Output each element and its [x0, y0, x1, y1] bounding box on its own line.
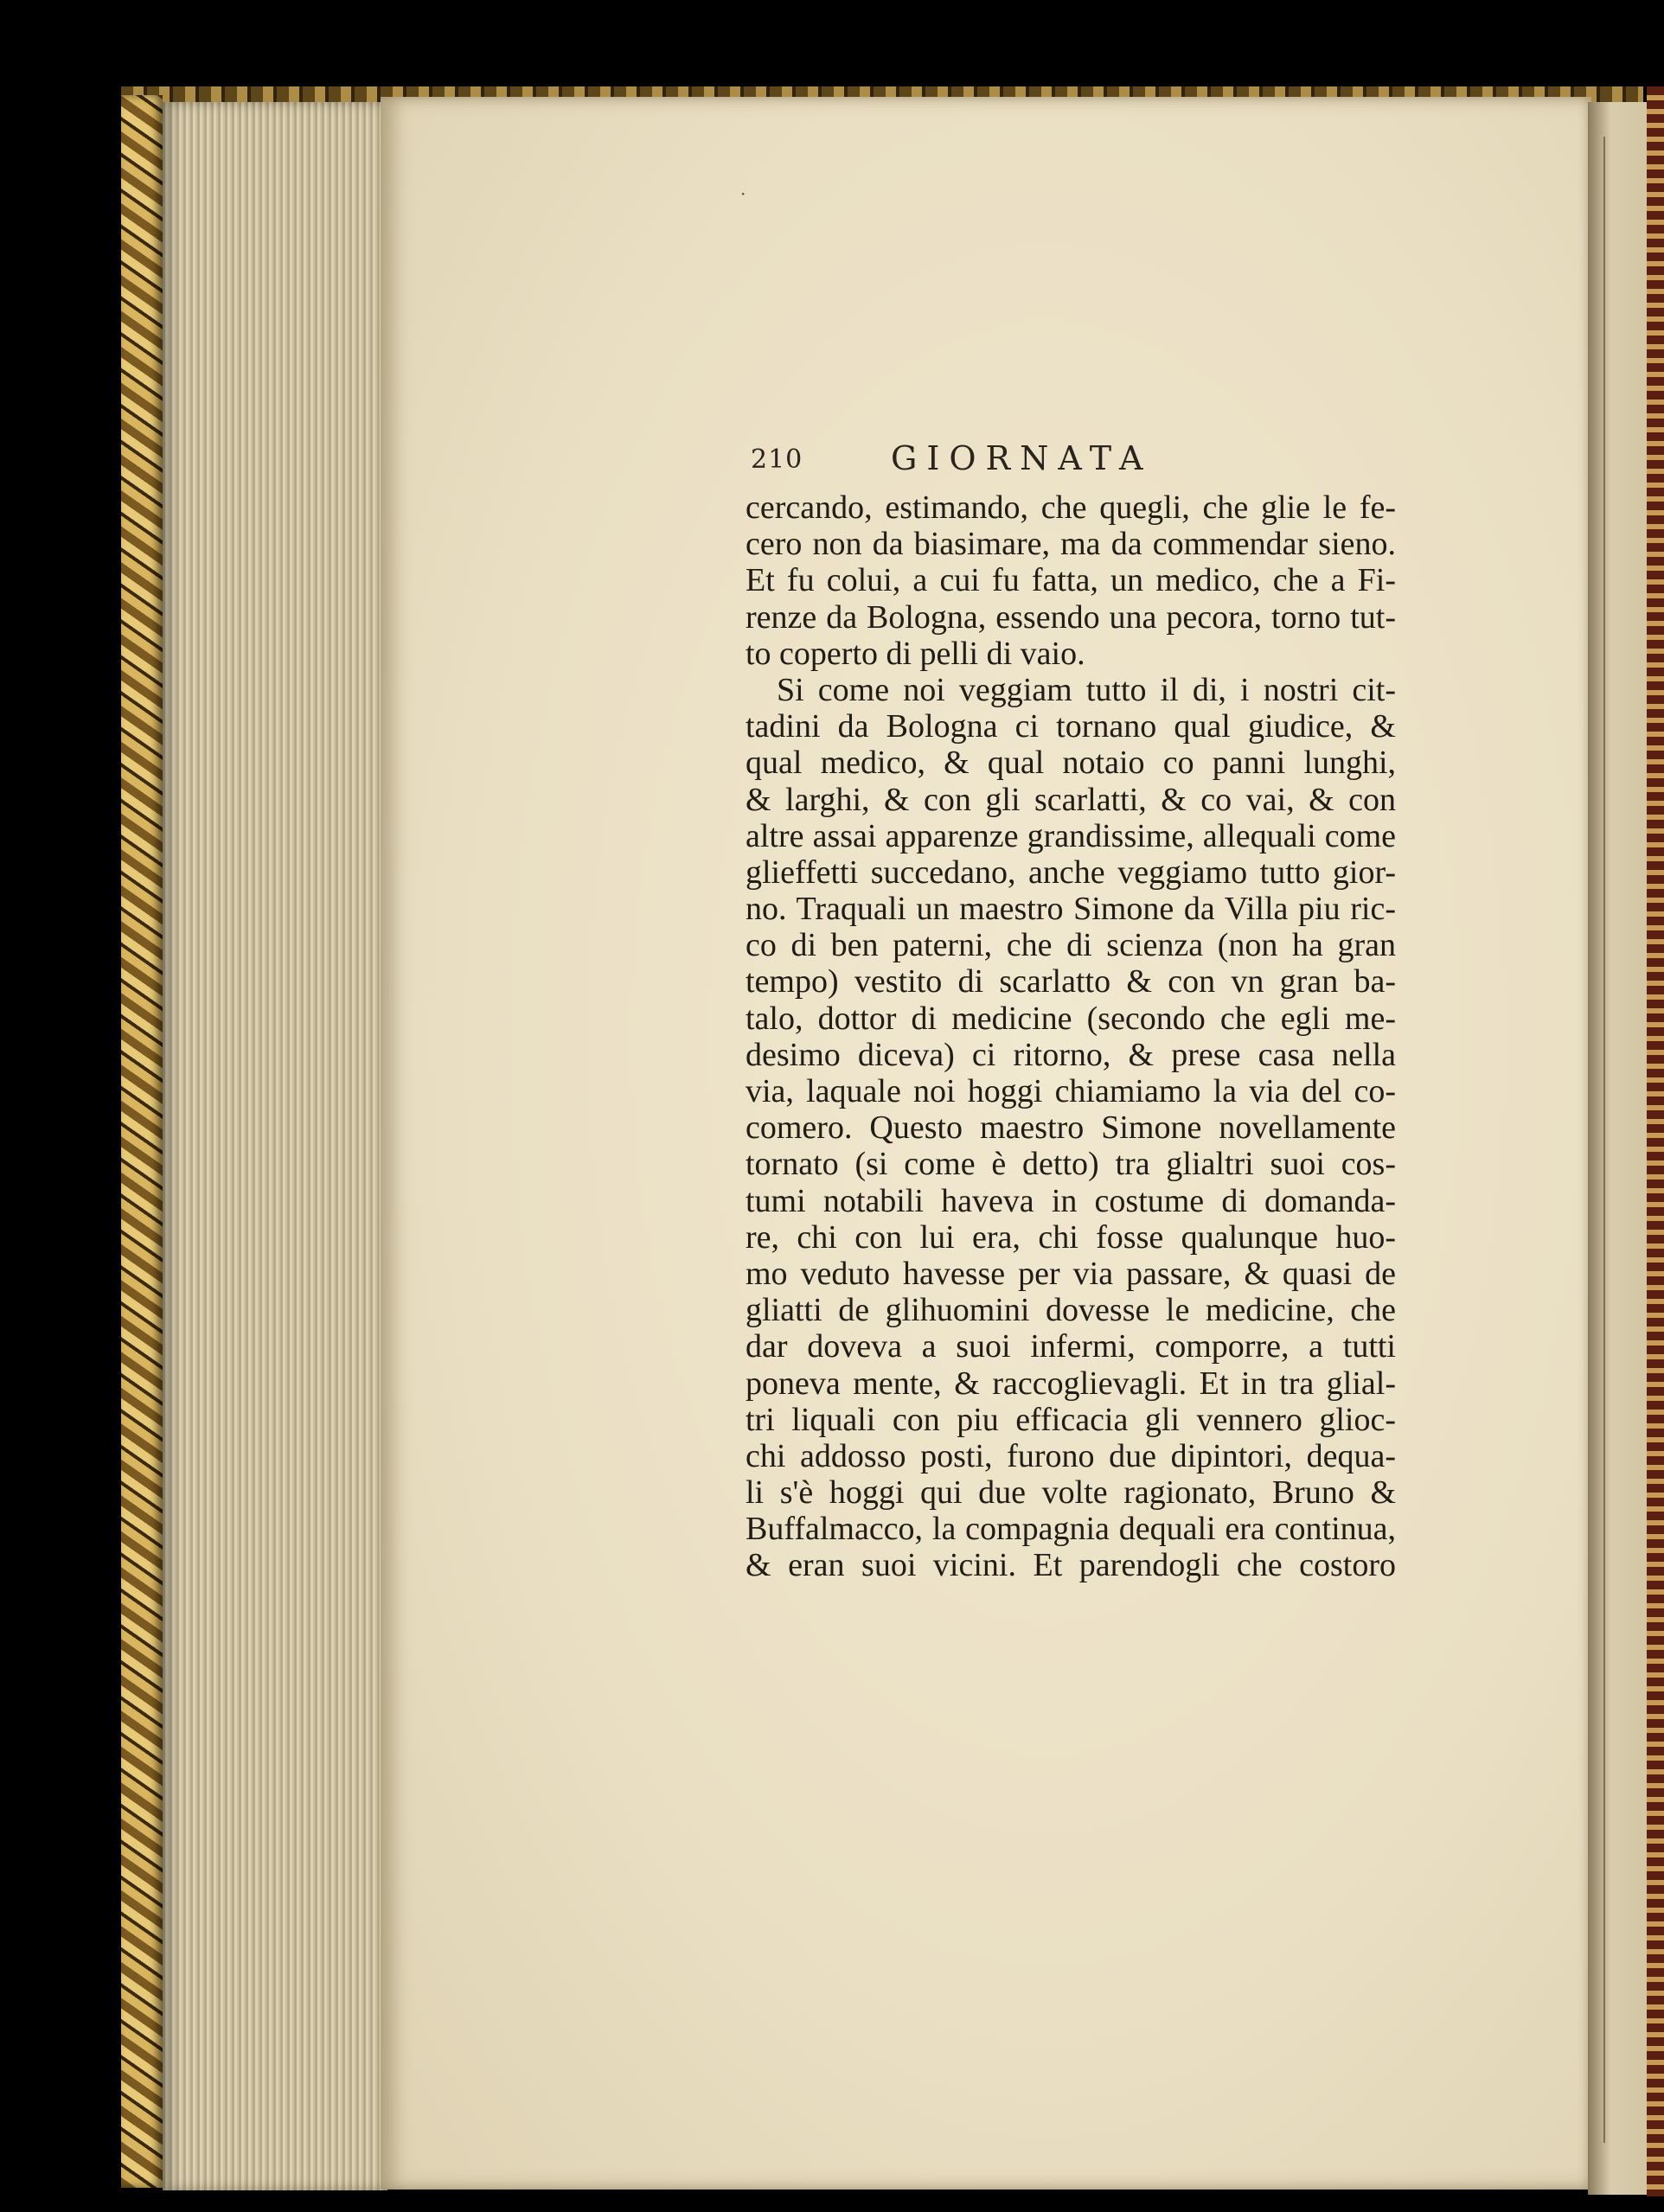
text-line: li s'è hoggi qui due volte ragionato, Bruno & — [746, 1474, 1396, 1512]
paper-speck: · — [740, 183, 746, 204]
text-line: tornato (si come è detto) tra glialtri suoi cos- — [746, 1146, 1396, 1183]
text-line: cercando, estimando, che quegli, che glie le fe- — [746, 489, 1396, 526]
text-line: & eran suoi vicini. Et parendogli che costoro — [746, 1547, 1396, 1584]
text-line: gliatti de glihuomini dovesse le medicine, che — [746, 1292, 1396, 1329]
text-line: via, laquale noi hoggi chiamiamo la via del co- — [746, 1073, 1396, 1109]
text-line: Si come noi veggiam tutto il di, i nostri cit- — [777, 671, 1396, 708]
text-line: talo, dottor di medicine (secondo che egli me- — [746, 1000, 1396, 1037]
text-line: altre assai apparenze grandissime, allequali come — [746, 817, 1396, 854]
text-line: chi addosso posti, furono due dipintori, dequa- — [746, 1437, 1396, 1474]
text-line: to coperto di pelli di vaio. — [746, 635, 1085, 672]
text-line: cero non da biasimare, ma da commendar sieno. — [746, 526, 1396, 563]
right-cover-edge — [1647, 86, 1664, 2196]
running-head: GIORNATA — [891, 439, 1153, 477]
body-text — [746, 489, 1396, 1584]
text-line: mo veduto havesse per via passare, & quasi de — [746, 1255, 1396, 1292]
text-line: poneva mente, & raccoglievagli. Et in tra glial- — [746, 1365, 1396, 1402]
facing-page-gutter-line — [1603, 137, 1605, 2143]
page-number: 210 — [751, 444, 803, 475]
text-line: tadini da Bologna ci tornano qual giudice, & — [746, 708, 1396, 745]
text-line: Buffalmacco, la compagnia dequali era continua, — [746, 1511, 1396, 1548]
text-line: re, chi con lui era, chi fosse qualunque huo- — [746, 1218, 1396, 1256]
text-line: tumi notabili haveva in costume di domanda- — [746, 1182, 1396, 1219]
text-line: renze da Bologna, essendo una pecora, torno tut- — [746, 598, 1396, 636]
page-header — [751, 439, 1235, 488]
page-block-edge — [163, 102, 387, 2190]
text-line: & larghi, & con gli scarlatti, & co vai, & con — [746, 781, 1396, 818]
text-line: co di ben paterni, che di scienza (non ha gran — [746, 927, 1396, 964]
text-line: dar doveva a suoi infermi, comporre, a tutti — [746, 1328, 1396, 1365]
text-line: glieffetti succedano, anche veggiamo tutto gior- — [746, 853, 1396, 891]
gilded-cover-edge — [121, 95, 163, 2188]
text-line: qual medico, & qual notaio co panni lunghi, — [746, 745, 1396, 782]
text-line: tri liquali con piu efficacia gli vennero glioc- — [746, 1401, 1396, 1438]
text-line: comero. Questo maestro Simone novellamente — [746, 1109, 1396, 1147]
text-line: desimo diceva) ci ritorno, & prese casa nella — [746, 1036, 1396, 1073]
text-line: no. Traquali un maestro Simone da Villa piu ric- — [746, 891, 1396, 928]
text-line: tempo) vestito di scarlatto & con vn gran ba- — [746, 963, 1396, 1001]
text-line: Et fu colui, a cui fu fatta, un medico, che a Fi- — [746, 562, 1396, 599]
